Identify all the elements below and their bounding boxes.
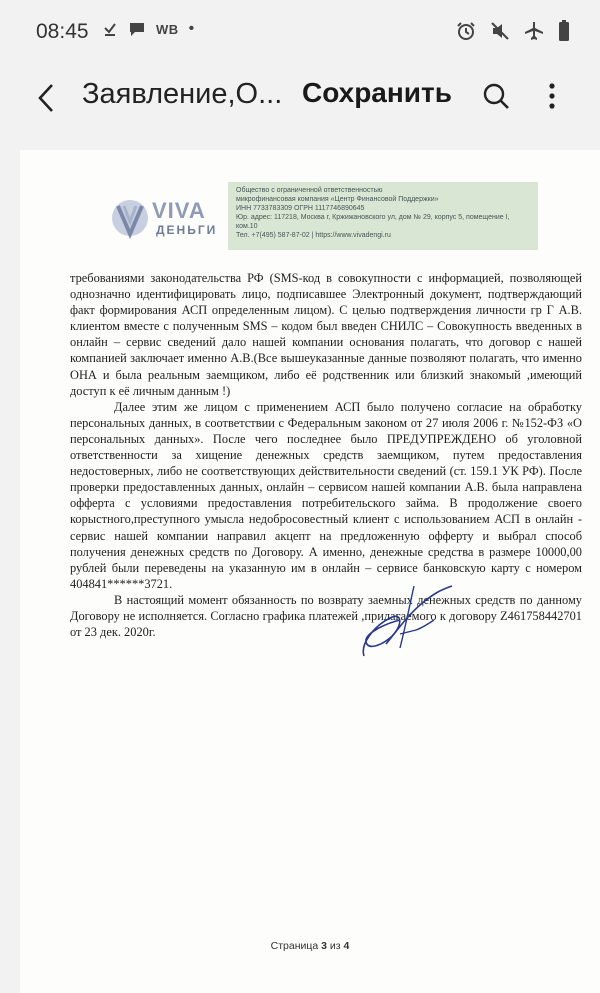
page-label: Страница <box>270 940 319 952</box>
alarm-icon <box>456 21 476 41</box>
signature-image <box>356 584 466 664</box>
document-title: Заявление,О... <box>82 78 283 110</box>
search-button[interactable] <box>478 76 514 116</box>
status-bar <box>0 0 600 66</box>
viva-logo <box>110 196 230 240</box>
company-line: Общество с ограниченной ответственностью <box>236 187 383 194</box>
paragraph: требованиями законодательства РФ (SMS-код в совокупности с информацией, позволяющей однозначно идентифицировать лицо, подписавшее Электронный документ, подтверждающий факт формирования АСП определенным лицом). С целью подтверждения личности гр Г А.В. клиентом вместе с полученным SMS – кодом был введен СНИЛС – Совокупность введенных в онлайн – сервис сведений дало нашей компании основания полагать, что договор с нашей компанией заключает именно А.В.(Все вышеуказанные данные позволяют полагать, что именно ОНА и была реальным заемщиком, либо её родственник или близкий знакомый ,имеющий доступ к её личным данным !) <box>70 271 582 398</box>
download-done-icon <box>102 21 118 37</box>
back-button[interactable] <box>28 76 64 120</box>
page-of-label: из <box>329 940 341 952</box>
logo-viva-text: VIVA <box>152 198 206 223</box>
mute-icon <box>490 21 510 41</box>
page-total: 4 <box>343 940 350 952</box>
company-line: Юр. адрес: 117218, Москва г, Кржижановского ул, дом № 29, корпус 5, помещение I, ком.10 <box>236 214 510 230</box>
page-indicator <box>20 940 600 952</box>
company-line: Тел. +7(495) 587-87-02 | https://www.vivadengi.ru <box>236 232 391 239</box>
paragraph: В настоящий момент обязанность по возврату заемных денежных средств по данному Договору не исполняется. Согласно графика платежей ,прилагаемого к договору Z461758442701 от 23 дек. 2020г. <box>70 592 582 640</box>
status-icons-left <box>102 20 194 38</box>
company-line: микрофинансовая компания «Центр Финансовой Поддержки» <box>236 196 439 203</box>
battery-icon <box>558 20 570 42</box>
search-icon <box>482 82 510 110</box>
letterhead <box>110 182 540 250</box>
airplane-icon <box>524 21 544 41</box>
status-time: 08:45 <box>36 20 89 43</box>
message-icon <box>128 21 146 37</box>
carrier-label: WB <box>156 21 179 37</box>
page-current: 3 <box>321 940 327 952</box>
paragraph: Далее этим же лицом с применением АСП было получено согласие на обработку персональных данных, в соответствии с Федеральным законом от 27 июля 2006 г. №152-ФЗ «О персональных данных». После чего последнее было ПРЕДУПРЕЖДЕНО об уголовной ответственности за хищение денежных средств заемщиком, путем предоставления недостоверных, либо не соответствующих действительности сведений (ст. 159.1 УК РФ). После проверки предоставленных данных, онлайн – сервисом нашей компании А.В. была направлена офферта с условиями предоставления потребительского займа. В продолжение своего корыстного,преступного умысла недобросовестный клиент с использованием АСП в онлайн - сервис нашей компании направил акцепт на предложенную офферту и выбрал способ получения денежных средств по Договору. А именно, денежные средства в размере 10000,00 рублей были переведены на указанную им в онлайн – сервисе банковскую карту с номером 404841******3721. <box>70 399 582 591</box>
dot-icon: • <box>188 20 195 37</box>
logo-dengi-text: ДЕНЬГИ <box>156 223 218 237</box>
status-icons-right <box>456 20 570 42</box>
company-details <box>228 182 538 250</box>
app-bar <box>0 66 600 130</box>
document-body <box>70 270 582 640</box>
save-button[interactable]: Сохранить <box>302 77 452 108</box>
chevron-left-icon <box>37 83 55 113</box>
more-vert-icon <box>548 83 556 109</box>
company-line: ИНН 7733783309 ОГРН 1117746890645 <box>236 205 365 212</box>
document-page[interactable] <box>20 150 600 993</box>
viva-emblem-icon <box>110 196 150 240</box>
more-options-button[interactable] <box>538 76 566 116</box>
